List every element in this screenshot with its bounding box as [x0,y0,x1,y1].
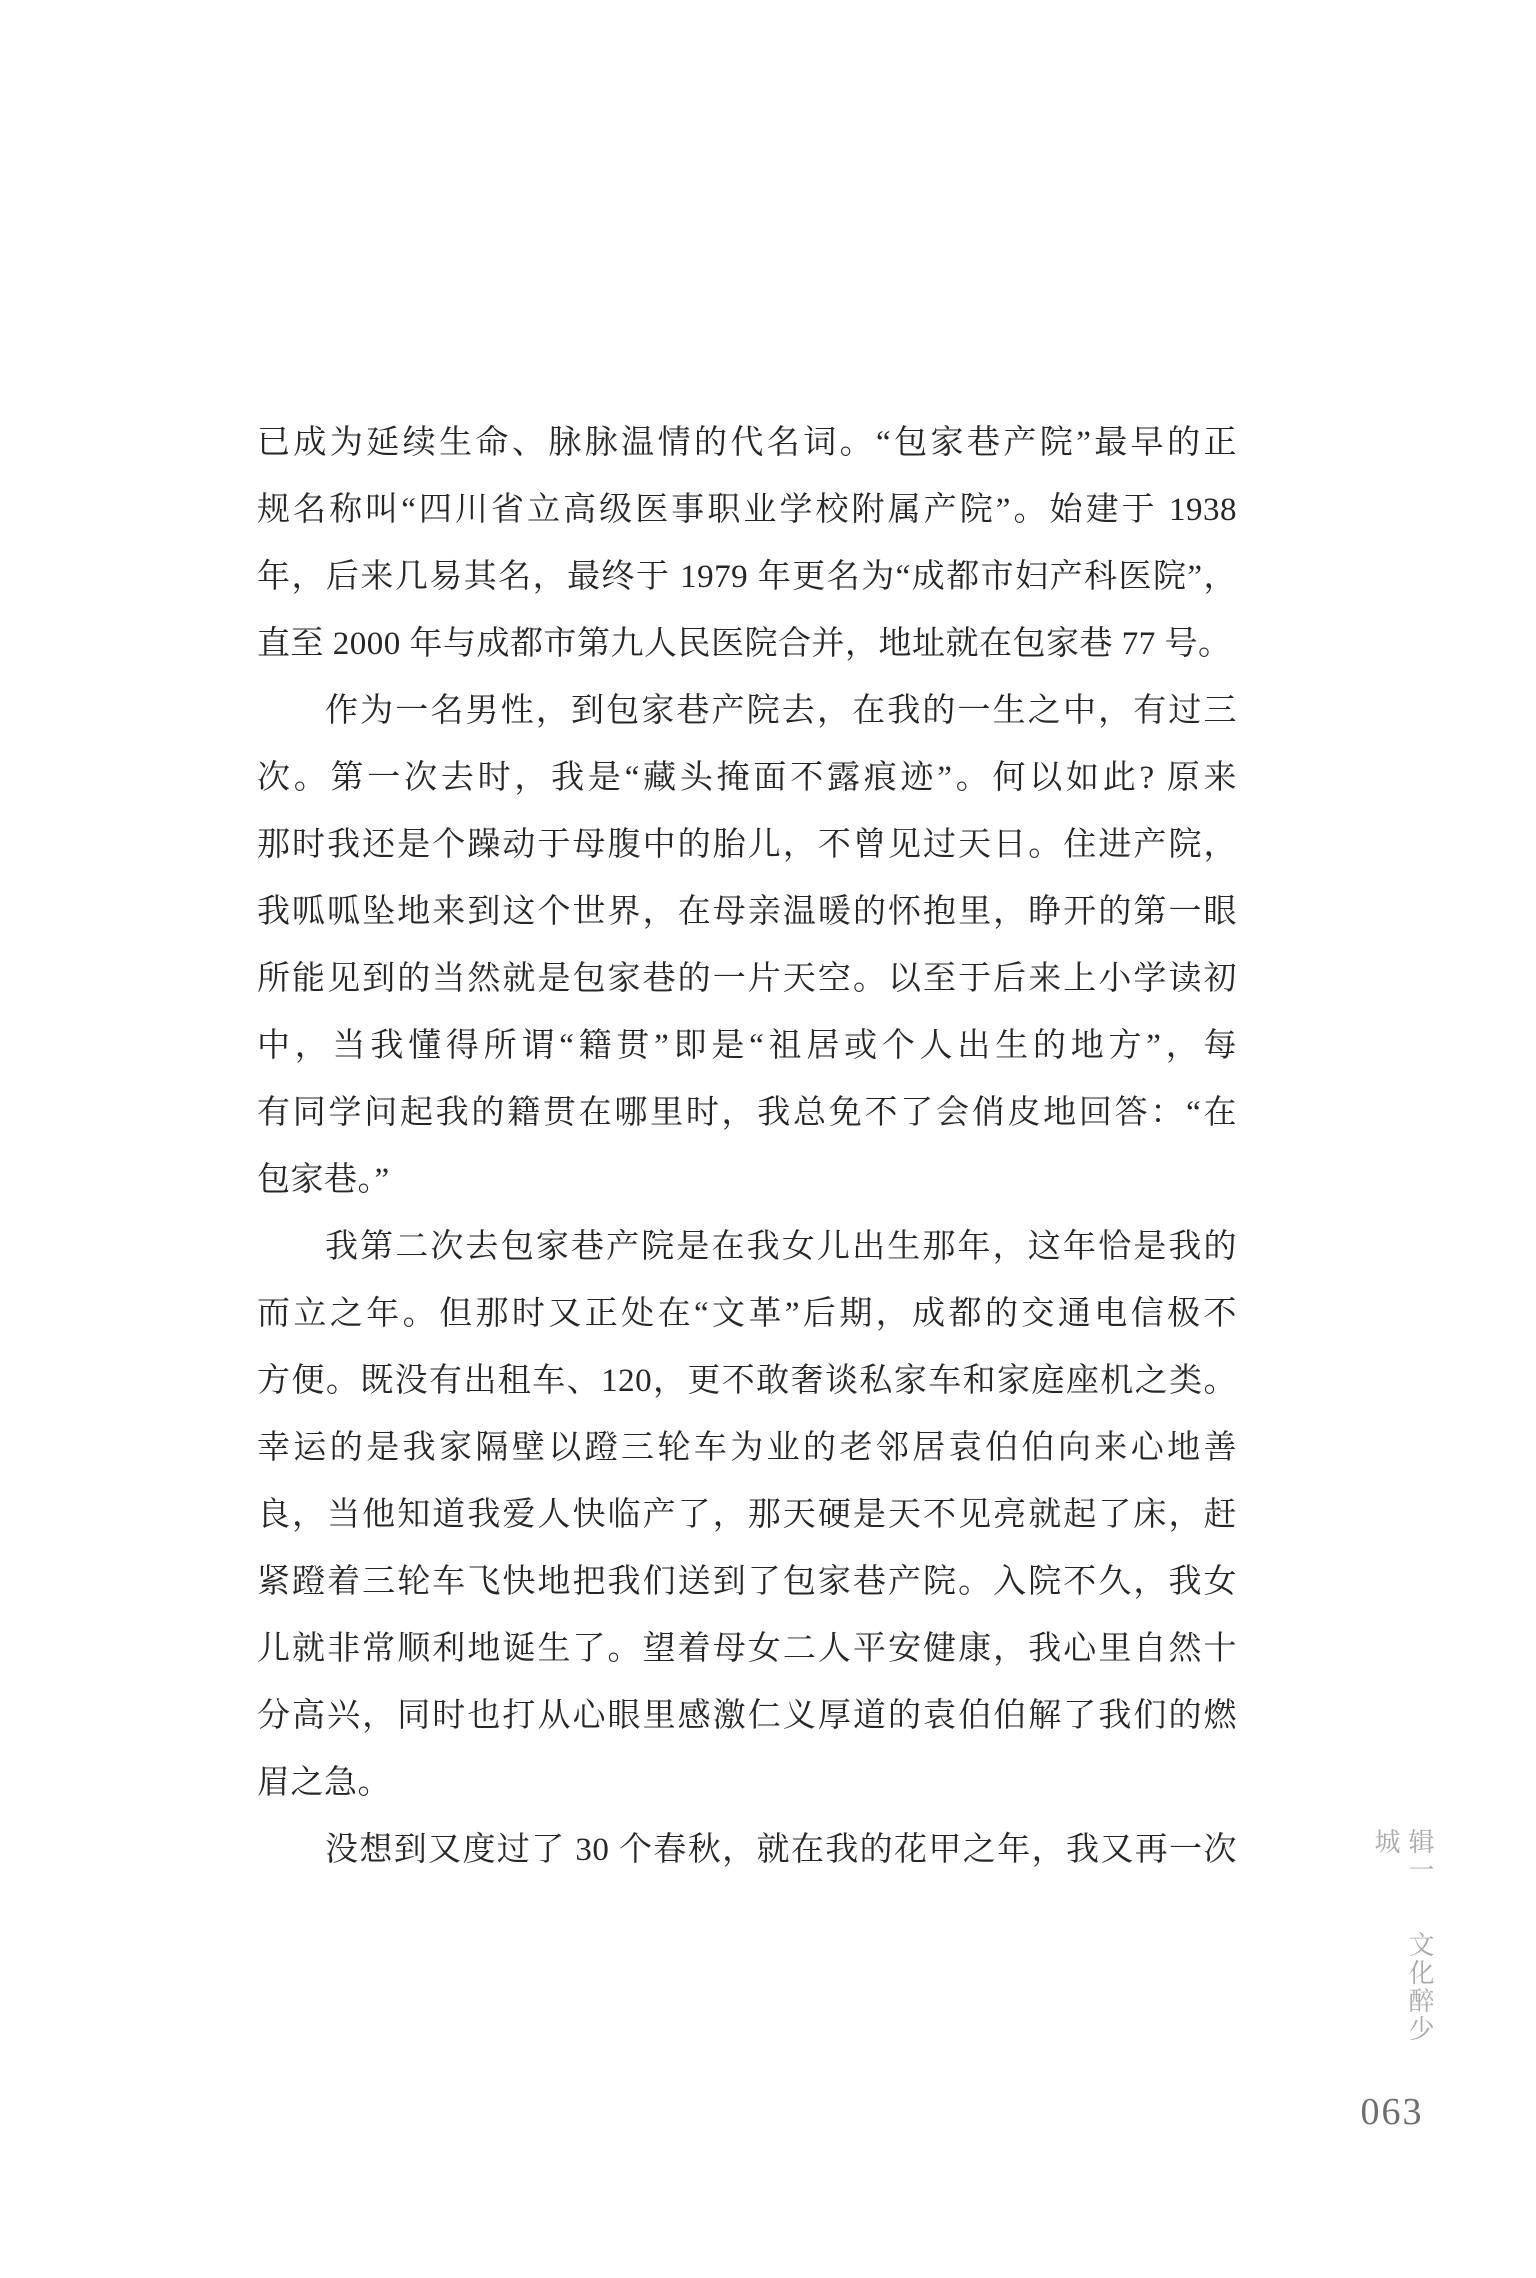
paragraph [257,678,1237,1214]
paragraph [257,410,1237,678]
text-line: 次。第一次去时，我是“藏头掩面不露痕迹”。何以如此? 原来 [257,760,1237,796]
text-line: 直至 2000 年与成都市第九人民医院合并，地址就在包家巷 77 号。 [257,626,1232,662]
text-line: 有同学问起我的籍贯在哪里时，我总免不了会俏皮地回答：“在 [257,1095,1237,1131]
text-line: 中，当我懂得所谓“籍贯”即是“祖居或个人出生的地方”，每 [257,1028,1237,1064]
section-label: 辑一 [1405,1828,1434,1884]
paragraph [257,1817,1237,1884]
text-line: 儿就非常顺利地诞生了。望着母女二人平安健康，我心里自然十 [257,1631,1237,1667]
text-line: 包家巷。” [257,1162,390,1198]
text-line: 年，后来几易其名，最终于 1979 年更名为“成都市妇产科医院”， [257,559,1237,595]
text-line: 规名称叫“四川省立高级医事职业学校附属产院”。始建于 1938 [257,492,1237,528]
text-line: 没想到又度过了 30 个春秋，就在我的花甲之年，我又再一次 [325,1832,1237,1868]
text-line: 紧蹬着三轮车飞快地把我们送到了包家巷产院。入院不久，我女 [257,1564,1237,1600]
text-line: 方便。既没有出租车、120，更不敢奢谈私家车和家庭座机之类。 [257,1363,1237,1399]
text-line: 幸运的是我家隔壁以蹬三轮车为业的老邻居袁伯伯向来心地善 [257,1430,1237,1466]
section-sidebar [1368,1828,1436,2068]
body-text [257,410,1237,1884]
text-line: 作为一名男性，到包家巷产院去，在我的一生之中，有过三 [325,693,1237,729]
text-line: 分高兴，同时也打从心眼里感激仁义厚道的袁伯伯解了我们的燃 [257,1698,1237,1734]
text-line: 已成为延续生命、脉脉温情的代名词。“包家巷产院”最早的正 [257,425,1237,461]
text-line: 眉之急。 [257,1765,391,1801]
paragraph [257,1214,1237,1817]
text-line: 良，当他知道我爱人快临产了，那天硬是天不见亮就起了床，赶 [257,1497,1237,1533]
text-line: 而立之年。但那时又正处在“文革”后期，成都的交通电信极不 [257,1296,1237,1332]
text-line: 我呱呱坠地来到这个世界，在母亲温暖的怀抱里，睁开的第一眼 [257,894,1237,930]
text-line: 我第二次去包家巷产院是在我女儿出生那年，这年恰是我的 [325,1229,1237,1265]
section-title: 文化醉少城 [1371,1828,1434,2043]
text-line: 那时我还是个躁动于母腹中的胎儿，不曾见过天日。住进产院， [257,827,1237,863]
page-number: 063 [1360,2091,1424,2133]
text-line: 所能见到的当然就是包家巷的一片天空。以至于后来上小学读初 [257,961,1237,997]
